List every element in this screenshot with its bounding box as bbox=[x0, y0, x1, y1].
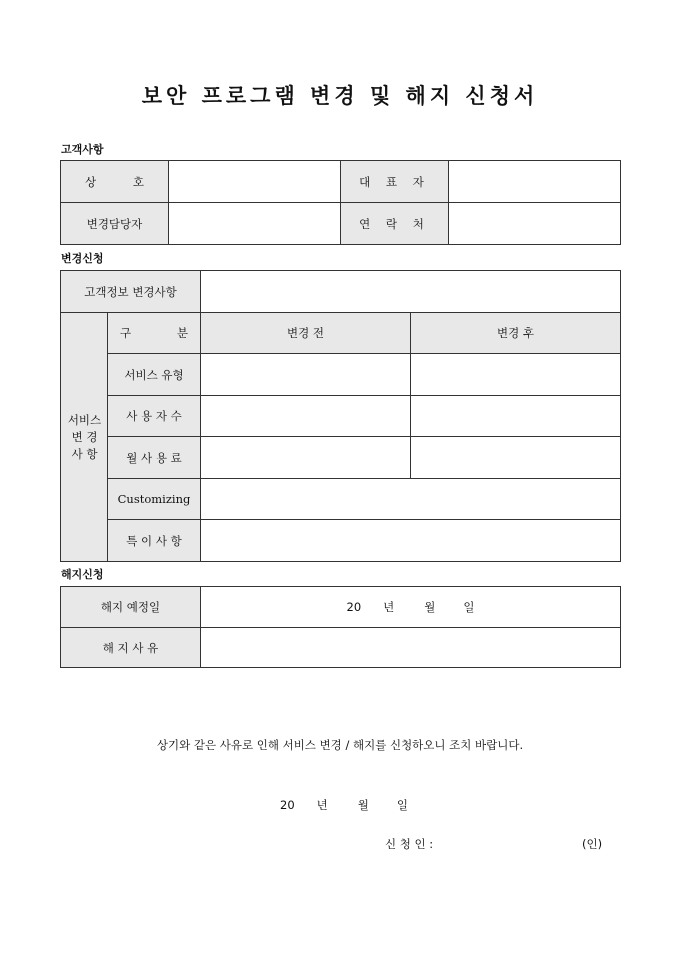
service-type-label: 서비스 유형 bbox=[108, 354, 201, 396]
category-header-char: 구 bbox=[120, 326, 132, 340]
remarks-field[interactable] bbox=[201, 520, 621, 562]
customizing-field[interactable] bbox=[201, 479, 621, 520]
info-change-label: 고객정보 변경사항 bbox=[61, 271, 201, 313]
contact-field[interactable] bbox=[449, 203, 621, 245]
date-month-unit: 월 bbox=[357, 798, 369, 812]
company-name-label bbox=[61, 161, 169, 203]
monthly-fee-before-field[interactable] bbox=[201, 437, 411, 479]
category-header bbox=[108, 313, 201, 354]
ceo-field[interactable] bbox=[449, 161, 621, 203]
customer-table bbox=[60, 160, 621, 245]
date-year-unit: 년 bbox=[383, 600, 395, 614]
service-type-after-field[interactable] bbox=[411, 354, 621, 396]
termination-reason-label: 해 지 사 유 bbox=[61, 628, 201, 668]
termination-reason-field[interactable] bbox=[201, 628, 621, 668]
remarks-label: 특 이 사 항 bbox=[108, 520, 201, 562]
application-date bbox=[280, 797, 408, 813]
date-day-unit: 일 bbox=[463, 600, 475, 614]
manager-field[interactable] bbox=[169, 203, 341, 245]
declaration-text: 상기와 같은 사유로 인해 서비스 변경 / 해지를 신청하오니 조치 바랍니다. bbox=[156, 738, 524, 752]
group-label-line: 사 항 bbox=[71, 446, 98, 461]
section-customer-heading: 고객사항 bbox=[61, 143, 104, 156]
service-change-group-label bbox=[61, 313, 108, 562]
date-year-unit: 년 bbox=[316, 798, 328, 812]
manager-label: 변경담당자 bbox=[61, 203, 169, 245]
group-label-line: 서비스 bbox=[67, 412, 102, 427]
user-count-before-field[interactable] bbox=[201, 396, 411, 437]
termination-table bbox=[60, 586, 621, 668]
service-type-before-field[interactable] bbox=[201, 354, 411, 396]
customizing-label: Customizing bbox=[108, 479, 201, 520]
monthly-fee-after-field[interactable] bbox=[411, 437, 621, 479]
date-prefix: 20 bbox=[346, 600, 362, 614]
company-name-field[interactable] bbox=[169, 161, 341, 203]
date-month-unit: 월 bbox=[424, 600, 436, 614]
date-prefix: 20 bbox=[280, 798, 295, 812]
seal-mark: (인) bbox=[582, 837, 603, 851]
section-termination-heading: 해지신청 bbox=[61, 568, 104, 581]
termination-date-field[interactable] bbox=[201, 587, 621, 628]
info-change-field[interactable] bbox=[201, 271, 621, 313]
contact-label: 연 락 처 bbox=[341, 203, 449, 245]
category-header-char: 분 bbox=[176, 326, 188, 340]
company-label-char: 호 bbox=[132, 174, 144, 189]
termination-date-label: 해지 예정일 bbox=[61, 587, 201, 628]
ceo-label: 대 표 자 bbox=[341, 161, 449, 203]
section-change-heading: 변경신청 bbox=[61, 252, 104, 265]
user-count-after-field[interactable] bbox=[411, 396, 621, 437]
user-count-label: 사 용 자 수 bbox=[108, 396, 201, 437]
monthly-fee-label: 월 사 용 료 bbox=[108, 437, 201, 479]
applicant-label: 신 청 인 : bbox=[385, 837, 434, 851]
company-label-char: 상 bbox=[85, 174, 97, 189]
group-label-line: 변 경 bbox=[71, 429, 98, 444]
form-title: 보안 프로그램 변경 및 해지 신청서 bbox=[141, 83, 539, 108]
after-header: 변경 후 bbox=[411, 313, 621, 354]
change-table bbox=[60, 270, 621, 562]
date-day-unit: 일 bbox=[396, 798, 408, 812]
before-header: 변경 전 bbox=[201, 313, 411, 354]
